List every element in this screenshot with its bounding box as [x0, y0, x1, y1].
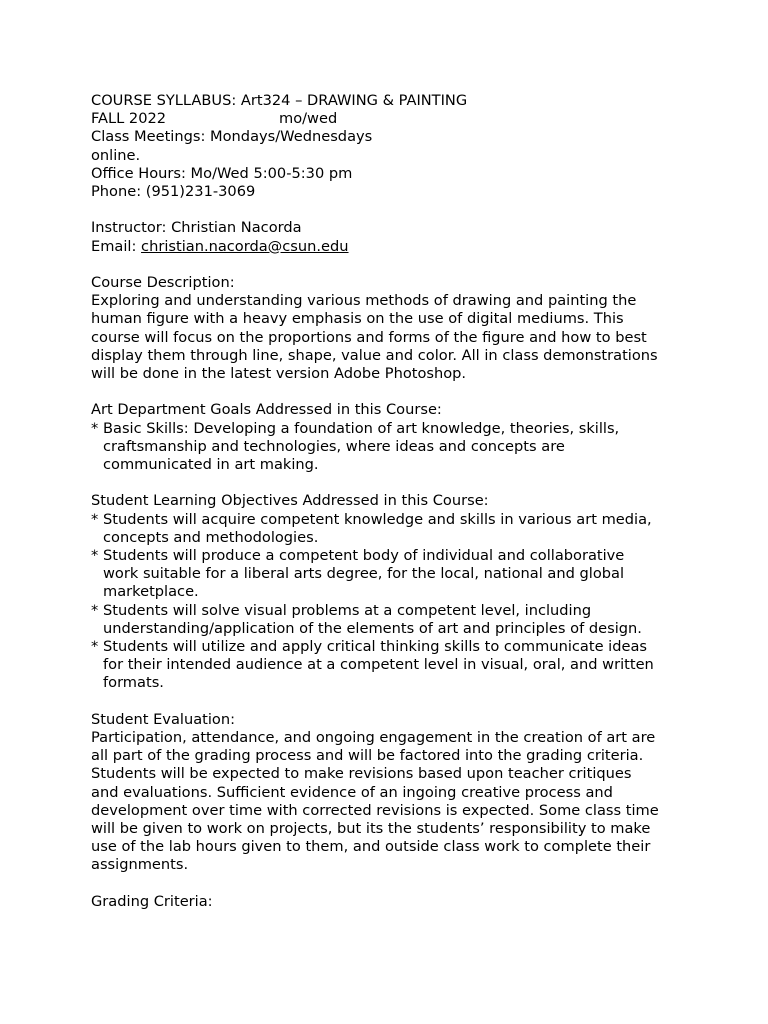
paragraph-line: will be done in the latest version Adobe Photoshop.	[91, 365, 467, 383]
class-meetings: Class Meetings: Mondays/Wednesdays	[91, 128, 373, 146]
term-row	[91, 110, 691, 128]
list-item	[91, 602, 691, 638]
list-item-line: craftsmanship and technologies, where ideas and concepts are	[103, 437, 565, 455]
spacer	[91, 383, 691, 401]
bullet-icon: *	[91, 638, 99, 656]
course-title: COURSE SYLLABUS: Art324 – DRAWING & PAINTING	[91, 92, 468, 109]
bullet-icon: *	[91, 601, 99, 619]
list-item-line: Students will acquire competent knowledge and skills in various art media,	[103, 510, 652, 528]
list-item-line: for their intended audience at a competent level in visual, oral, and written	[103, 656, 654, 674]
list-item-line: formats.	[103, 674, 164, 692]
meeting-days: mo/wed	[279, 110, 338, 128]
list-item-line: communicated in art making.	[103, 456, 319, 474]
paragraph-line: assignments.	[91, 856, 189, 874]
list-item-line: Basic Skills: Developing a foundation of art knowledge, theories, skills,	[103, 419, 620, 437]
description-heading: Course Description:	[91, 274, 235, 291]
paragraph-line: display them through line, shape, value and color. All in class demonstrations	[91, 346, 658, 364]
list-item-line: understanding/application of the elements of art and principles of design.	[103, 619, 642, 637]
office-hours: Office Hours: Mo/Wed 5:00-5:30 pm	[91, 164, 353, 182]
list-item-line: Students will utilize and apply critical thinking skills to communicate ideas	[103, 638, 648, 656]
paragraph-line: development over time with corrected revisions is expected. Some class time	[91, 801, 659, 819]
list-item	[91, 547, 691, 602]
list-item-line: concepts and methodologies.	[103, 528, 319, 546]
email-label: Email:	[91, 237, 142, 255]
paragraph-line: all part of the grading process and will be factored into the grading criteria.	[91, 747, 644, 765]
bullet-icon: *	[91, 419, 99, 437]
spacer	[91, 256, 691, 274]
grading-heading: Grading Criteria:	[91, 892, 213, 910]
objectives-list	[91, 511, 691, 693]
list-item	[91, 638, 691, 693]
instructor-email-line	[91, 238, 691, 256]
class-mode: online.	[91, 146, 141, 164]
description-paragraph	[91, 292, 691, 383]
spacer	[91, 474, 691, 492]
list-item	[91, 511, 691, 547]
spacer	[91, 693, 691, 711]
evaluation-paragraph	[91, 729, 691, 875]
paragraph-line: course will focus on the proportions and forms of the figure and how to best	[91, 328, 647, 346]
objectives-heading: Student Learning Objectives Addressed in this Course:	[91, 492, 489, 510]
evaluation-heading: Student Evaluation:	[91, 710, 236, 728]
spacer	[91, 201, 691, 219]
list-item-line: work suitable for a liberal arts degree, for the local, national and global	[103, 565, 625, 583]
list-item-line: marketplace.	[103, 583, 199, 601]
bullet-icon: *	[91, 547, 99, 565]
bullet-icon: *	[91, 510, 99, 528]
term: FALL 2022	[91, 110, 167, 128]
list-item-line: Students will solve visual problems at a competent level, including	[103, 601, 592, 619]
goals-heading: Art Department Goals Addressed in this Course:	[91, 401, 442, 419]
paragraph-line: Students will be expected to make revisions based upon teacher critiques	[91, 765, 632, 783]
paragraph-line: will be given to work on projects, but its the students’ responsibility to make	[91, 820, 651, 838]
paragraph-line: use of the lab hours given to them, and outside class work to complete their	[91, 838, 651, 856]
instructor-name: Instructor: Christian Nacorda	[91, 219, 302, 237]
phone: Phone: (951)231-3069	[91, 183, 256, 201]
paragraph-line: and evaluations. Sufficient evidence of an ingoing creative process and	[91, 783, 613, 801]
paragraph-line: Exploring and understanding various methods of drawing and painting the	[91, 292, 637, 310]
paragraph-line: human figure with a heavy emphasis on the use of digital mediums. This	[91, 310, 624, 328]
spacer	[91, 875, 691, 893]
email-link[interactable]: christian.nacorda@csun.edu	[141, 237, 349, 255]
list-item	[91, 420, 691, 475]
goals-list	[91, 420, 691, 475]
syllabus-page	[91, 92, 691, 911]
paragraph-line: Participation, attendance, and ongoing engagement in the creation of art are	[91, 729, 656, 747]
list-item-line: Students will produce a competent body of individual and collaborative	[103, 547, 625, 565]
